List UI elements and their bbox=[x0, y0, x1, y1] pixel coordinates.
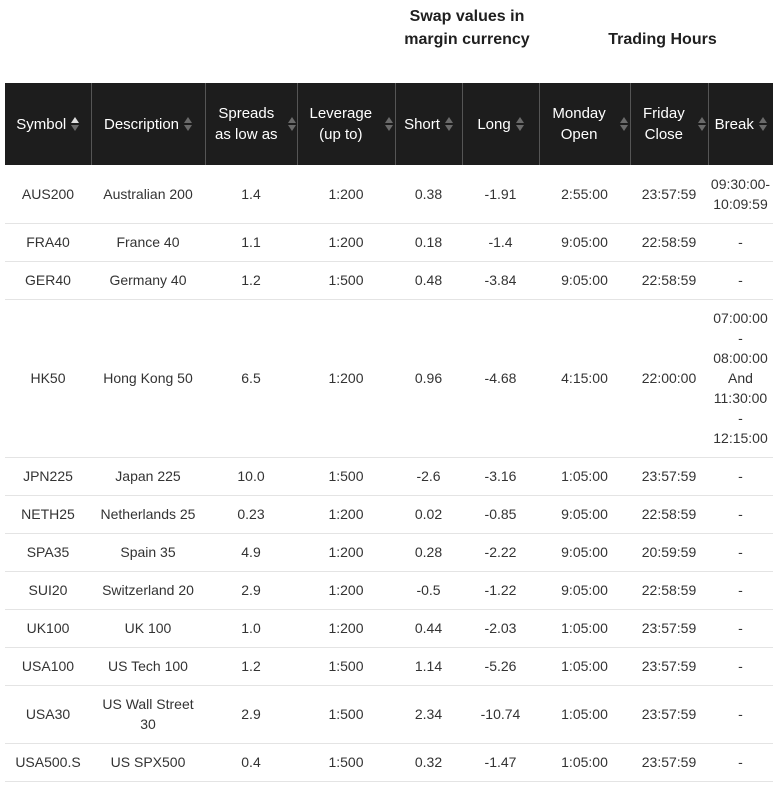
break-cell bbox=[708, 165, 773, 223]
friday-close-cell: 22:58:59 bbox=[630, 223, 708, 261]
column-label: Short bbox=[404, 115, 440, 133]
description-cell: Australian 200 bbox=[91, 165, 205, 223]
column-header-leverage[interactable] bbox=[297, 83, 395, 165]
leverage-cell: 1:200 bbox=[297, 165, 395, 223]
symbol-cell: UK100 bbox=[5, 609, 91, 647]
friday-close-cell: 23:57:59 bbox=[630, 647, 708, 685]
sort-icon bbox=[515, 115, 524, 133]
spread-cell: 6.5 bbox=[205, 299, 297, 457]
symbol-cell: GER40 bbox=[5, 261, 91, 299]
trading-hours-heading: Trading Hours bbox=[608, 31, 717, 48]
description-cell: US SPX500 bbox=[91, 743, 205, 781]
short-swap-cell: 0.28 bbox=[395, 533, 462, 571]
short-swap-cell: 2.34 bbox=[395, 685, 462, 743]
leverage-cell: 1:500 bbox=[297, 647, 395, 685]
leverage-cell: 1:200 bbox=[297, 299, 395, 457]
spread-cell: 0.4 bbox=[205, 743, 297, 781]
description-cell: Japan 225 bbox=[91, 457, 205, 495]
sort-ascending-icon bbox=[70, 115, 79, 133]
monday-open-cell: 9:05:00 bbox=[539, 223, 630, 261]
table-row bbox=[5, 571, 773, 609]
table-row bbox=[5, 533, 773, 571]
friday-close-cell: 23:57:59 bbox=[630, 609, 708, 647]
friday-close-cell: 20:59:59 bbox=[630, 533, 708, 571]
leverage-cell: 1:200 bbox=[297, 533, 395, 571]
table-row bbox=[5, 165, 773, 223]
break-line: - bbox=[738, 544, 743, 560]
friday-close-cell: 23:57:59 bbox=[630, 685, 708, 743]
column-header-break[interactable] bbox=[708, 83, 773, 165]
column-label: Spreads as low as bbox=[215, 105, 278, 143]
spread-cell: 10.0 bbox=[205, 457, 297, 495]
column-header-description[interactable] bbox=[91, 83, 205, 165]
table-row bbox=[5, 261, 773, 299]
sort-icon bbox=[619, 115, 626, 133]
long-swap-cell: -1.22 bbox=[462, 571, 539, 609]
column-label: Friday Close bbox=[643, 105, 685, 143]
friday-close-cell: 23:57:59 bbox=[630, 743, 708, 781]
friday-close-cell: 22:58:59 bbox=[630, 495, 708, 533]
short-swap-cell: 0.44 bbox=[395, 609, 462, 647]
table-row bbox=[5, 223, 773, 261]
short-swap-cell: 0.48 bbox=[395, 261, 462, 299]
table-row bbox=[5, 299, 773, 457]
break-cell bbox=[708, 299, 773, 457]
break-line: - bbox=[738, 754, 743, 770]
break-cell bbox=[708, 571, 773, 609]
symbol-cell: JPN225 bbox=[5, 457, 91, 495]
long-swap-cell: -2.22 bbox=[462, 533, 539, 571]
leverage-cell: 1:500 bbox=[297, 685, 395, 743]
break-line: 12:15:00 bbox=[713, 430, 768, 446]
leverage-cell: 1:500 bbox=[297, 261, 395, 299]
short-swap-cell: 0.96 bbox=[395, 299, 462, 457]
leverage-cell: 1:500 bbox=[297, 743, 395, 781]
long-swap-cell: -1.4 bbox=[462, 223, 539, 261]
break-line: 07:00:00 bbox=[713, 310, 768, 326]
spread-cell: 2.9 bbox=[205, 571, 297, 609]
break-line: - bbox=[738, 506, 743, 522]
symbol-cell: USA30 bbox=[5, 685, 91, 743]
short-swap-cell: 0.32 bbox=[395, 743, 462, 781]
friday-close-cell: 22:58:59 bbox=[630, 261, 708, 299]
symbol-cell: USA100 bbox=[5, 647, 91, 685]
sort-icon bbox=[384, 115, 390, 133]
table-row bbox=[5, 495, 773, 533]
break-line: - bbox=[738, 234, 743, 250]
sort-icon bbox=[183, 115, 192, 133]
column-header-friday-close[interactable] bbox=[630, 83, 708, 165]
friday-close-cell: 23:57:59 bbox=[630, 457, 708, 495]
swap-values-heading: Swap values in margin currency bbox=[404, 8, 530, 48]
break-line: - bbox=[738, 620, 743, 636]
break-line: And bbox=[728, 370, 753, 386]
leverage-cell: 1:200 bbox=[297, 495, 395, 533]
sort-icon bbox=[697, 115, 703, 133]
column-header-short[interactable] bbox=[395, 83, 462, 165]
spread-cell: 1.1 bbox=[205, 223, 297, 261]
break-cell bbox=[708, 457, 773, 495]
monday-open-cell: 9:05:00 bbox=[539, 571, 630, 609]
monday-open-cell: 4:15:00 bbox=[539, 299, 630, 457]
table-row bbox=[5, 457, 773, 495]
spread-cell: 4.9 bbox=[205, 533, 297, 571]
column-label: Break bbox=[714, 115, 754, 133]
break-line: - bbox=[738, 468, 743, 484]
description-cell: Hong Kong 50 bbox=[91, 299, 205, 457]
table-row bbox=[5, 743, 773, 781]
monday-open-cell: 1:05:00 bbox=[539, 647, 630, 685]
column-header-symbol[interactable] bbox=[5, 83, 91, 165]
monday-open-cell: 1:05:00 bbox=[539, 609, 630, 647]
break-line: 10:09:59 bbox=[713, 195, 768, 212]
table-row bbox=[5, 647, 773, 685]
short-swap-cell: 0.38 bbox=[395, 165, 462, 223]
long-swap-cell: -2.03 bbox=[462, 609, 539, 647]
description-cell: US Wall Street 30 bbox=[91, 685, 205, 743]
break-line: 08:00:00 bbox=[713, 350, 768, 366]
leverage-cell: 1:200 bbox=[297, 609, 395, 647]
sort-icon bbox=[444, 115, 453, 133]
symbol-cell: AUS200 bbox=[5, 165, 91, 223]
column-label: Symbol bbox=[16, 115, 67, 133]
description-cell: Spain 35 bbox=[91, 533, 205, 571]
break-cell bbox=[708, 743, 773, 781]
monday-open-cell: 2:55:00 bbox=[539, 165, 630, 223]
friday-close-cell: 22:58:59 bbox=[630, 571, 708, 609]
table-header-row bbox=[5, 83, 773, 165]
column-label: Description bbox=[103, 115, 180, 133]
group-headings bbox=[0, 0, 779, 84]
table-row bbox=[5, 609, 773, 647]
spread-cell: 1.2 bbox=[205, 261, 297, 299]
break-line: 11:30:00 bbox=[713, 390, 768, 406]
short-swap-cell: 1.14 bbox=[395, 647, 462, 685]
break-line: - bbox=[738, 706, 743, 722]
description-cell: Germany 40 bbox=[91, 261, 205, 299]
break-line: 09:30:00- bbox=[710, 175, 771, 192]
symbol-cell: NETH25 bbox=[5, 495, 91, 533]
symbol-cell: USA500.S bbox=[5, 743, 91, 781]
description-cell: France 40 bbox=[91, 223, 205, 261]
spread-cell: 1.2 bbox=[205, 647, 297, 685]
friday-close-cell: 23:57:59 bbox=[630, 165, 708, 223]
column-header-long[interactable] bbox=[462, 83, 539, 165]
column-label: Leverage (up to) bbox=[309, 105, 373, 143]
break-cell bbox=[708, 647, 773, 685]
description-cell: Switzerland 20 bbox=[91, 571, 205, 609]
description-cell: Netherlands 25 bbox=[91, 495, 205, 533]
spread-cell: 2.9 bbox=[205, 685, 297, 743]
break-line: - bbox=[738, 410, 743, 426]
sort-icon bbox=[758, 115, 767, 133]
break-line: - bbox=[738, 330, 743, 346]
long-swap-cell: -3.84 bbox=[462, 261, 539, 299]
break-line: - bbox=[738, 658, 743, 674]
break-cell bbox=[708, 495, 773, 533]
monday-open-cell: 1:05:00 bbox=[539, 685, 630, 743]
long-swap-cell: -3.16 bbox=[462, 457, 539, 495]
break-line: - bbox=[738, 582, 743, 598]
symbol-cell: SPA35 bbox=[5, 533, 91, 571]
break-cell bbox=[708, 685, 773, 743]
short-swap-cell: 0.18 bbox=[395, 223, 462, 261]
description-cell: US Tech 100 bbox=[91, 647, 205, 685]
long-swap-cell: -5.26 bbox=[462, 647, 539, 685]
spread-cell: 1.0 bbox=[205, 609, 297, 647]
spread-cell: 1.4 bbox=[205, 165, 297, 223]
table-body bbox=[5, 165, 773, 781]
symbol-cell: HK50 bbox=[5, 299, 91, 457]
leverage-cell: 1:500 bbox=[297, 457, 395, 495]
break-cell bbox=[708, 261, 773, 299]
instruments-table bbox=[5, 83, 773, 782]
short-swap-cell: -2.6 bbox=[395, 457, 462, 495]
monday-open-cell: 1:05:00 bbox=[539, 743, 630, 781]
column-header-spreads[interactable] bbox=[205, 83, 297, 165]
monday-open-cell: 1:05:00 bbox=[539, 457, 630, 495]
monday-open-cell: 9:05:00 bbox=[539, 495, 630, 533]
symbol-cell: FRA40 bbox=[5, 223, 91, 261]
spread-cell: 0.23 bbox=[205, 495, 297, 533]
short-swap-cell: -0.5 bbox=[395, 571, 462, 609]
table-row bbox=[5, 685, 773, 743]
monday-open-cell: 9:05:00 bbox=[539, 533, 630, 571]
break-cell bbox=[708, 533, 773, 571]
long-swap-cell: -4.68 bbox=[462, 299, 539, 457]
leverage-cell: 1:200 bbox=[297, 571, 395, 609]
symbol-cell: SUI20 bbox=[5, 571, 91, 609]
break-cell bbox=[708, 223, 773, 261]
break-cell bbox=[708, 609, 773, 647]
long-swap-cell: -1.91 bbox=[462, 165, 539, 223]
column-label: Long bbox=[477, 115, 511, 133]
long-swap-cell: -10.74 bbox=[462, 685, 539, 743]
friday-close-cell: 22:00:00 bbox=[630, 299, 708, 457]
sort-icon bbox=[287, 115, 292, 133]
column-label: Monday Open bbox=[552, 105, 606, 143]
short-swap-cell: 0.02 bbox=[395, 495, 462, 533]
monday-open-cell: 9:05:00 bbox=[539, 261, 630, 299]
leverage-cell: 1:200 bbox=[297, 223, 395, 261]
break-line: - bbox=[738, 272, 743, 288]
description-cell: UK 100 bbox=[91, 609, 205, 647]
column-header-monday-open[interactable] bbox=[539, 83, 630, 165]
long-swap-cell: -0.85 bbox=[462, 495, 539, 533]
long-swap-cell: -1.47 bbox=[462, 743, 539, 781]
